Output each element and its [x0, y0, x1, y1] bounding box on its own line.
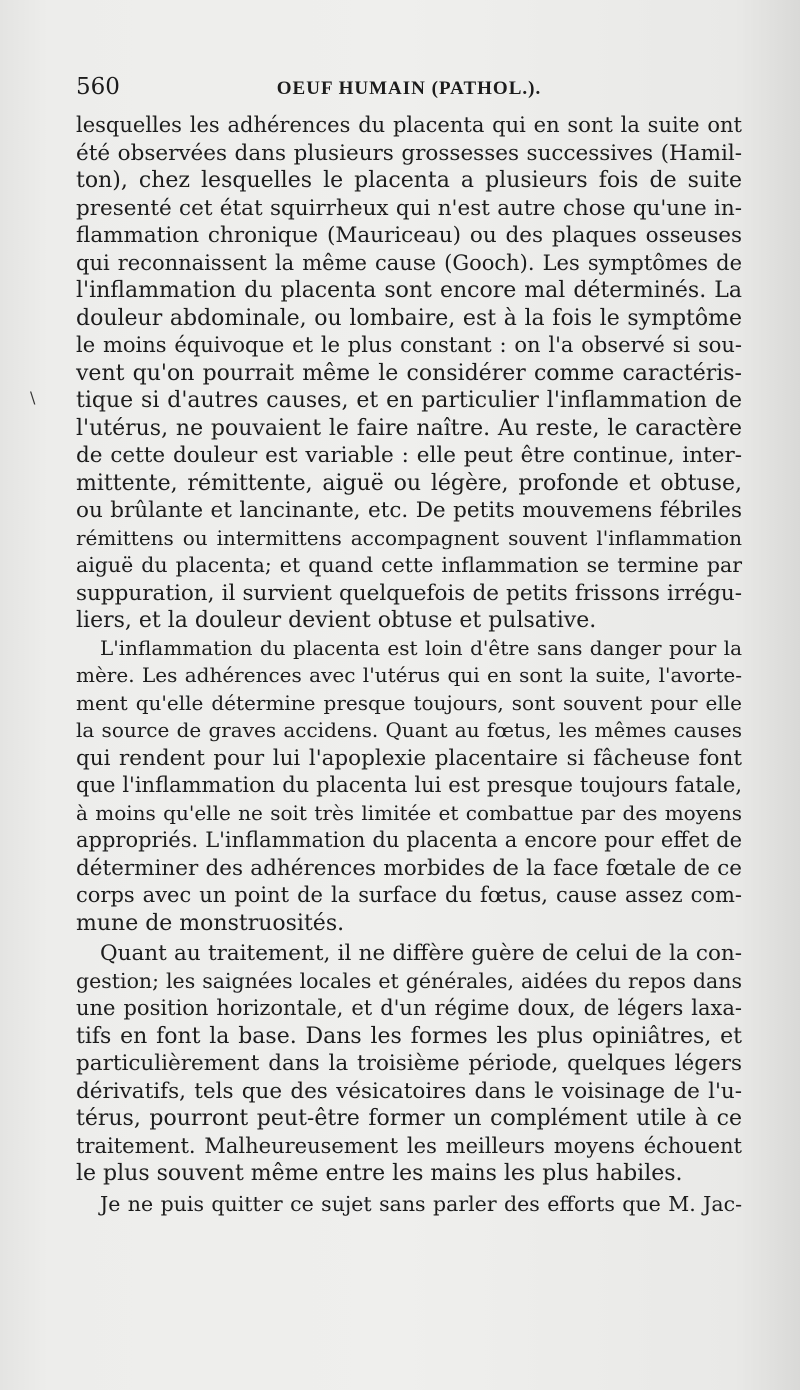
text-line: à moins qu'elle ne soit très limitée et combattue par des moyens — [76, 800, 742, 825]
text-line: traitement. Malheureusement les meilleurs moyens échouent — [76, 1133, 742, 1158]
text-line: flammation chronique (Mauriceau) ou des plaques osseuses — [76, 223, 742, 248]
text-line: dérivatifs, tels que des vésicatoires dans le voisinage de l'u- — [76, 1078, 742, 1104]
paragraph-1 — [76, 112, 742, 635]
text-line: le moins équivoque et le plus constant : on l'a observé si sou- — [76, 333, 742, 357]
text-line: mune de monstruosités. — [76, 910, 345, 936]
running-title: OEUF HUMAIN (PATHOL.). — [276, 78, 542, 99]
text-line: déterminer des adhérences morbides de la face fœtale de ce — [76, 855, 742, 881]
text-line: que l'inflammation du placenta lui est presque toujours fatale, — [76, 773, 742, 797]
text-line: qui reconnaissent la même cause (Gooch). Les symptômes de — [76, 250, 742, 275]
text-line: mère. Les adhérences avec l'utérus qui en sont la suite, l'avorte- — [76, 663, 742, 687]
text-line: Je ne puis quitter ce sujet sans parler des efforts que M. Jac- — [100, 1191, 742, 1216]
text-line: mittente, rémittente, aiguë ou légère, profonde et obtuse, — [76, 470, 742, 496]
text-line: lesquelles les adhérences du placenta qui en sont la suite ont — [76, 113, 742, 137]
text-line: liers, et la douleur devient obtuse et pulsative. — [76, 608, 597, 633]
text-line: tique si d'autres causes, et en particulier l'inflammation de — [76, 388, 742, 413]
text-line: ou brûlante et lancinante, etc. De petits mouvemens fébriles — [76, 498, 742, 523]
text-line: l'utérus, ne pouvaient le faire naître. Au reste, le caractère — [76, 415, 742, 441]
page-number: 560 — [76, 74, 120, 100]
text-line: aiguë du placenta; et quand cette inflammation se termine par — [76, 553, 742, 577]
text-line: térus, pourront peut-être former un complément utile à ce — [76, 1106, 742, 1131]
text-line: de cette douleur est variable : elle peut être continue, inter- — [76, 443, 742, 468]
text-line: été observées dans plusieurs grossesses successives (Hamil- — [76, 140, 742, 166]
text-line: tifs en font la base. Dans les formes les plus opiniâtres, et — [76, 1023, 742, 1049]
text-line: une position horizontale, et d'un régime doux, de légers laxa- — [76, 996, 742, 1020]
paragraph-2 — [76, 635, 742, 938]
margin-mark: \ — [30, 388, 36, 407]
text-line: suppuration, il survient quelquefois de petits frissons irrégu- — [76, 580, 742, 606]
text-line: qui rendent pour lui l'apoplexie placentaire si fâcheuse font — [76, 745, 742, 771]
text-line: presenté cet état squirrheux qui n'est autre chose qu'une in- — [76, 195, 742, 221]
text-line: la source de graves accidens. Quant au fœtus, les mêmes causes — [76, 718, 742, 742]
text-line: le plus souvent même entre les mains les plus habiles. — [76, 1161, 683, 1186]
paragraph-4 — [76, 1191, 742, 1219]
text-line: corps avec un point de la surface du fœtus, cause assez com- — [76, 883, 742, 907]
text-line: l'inflammation du placenta sont encore mal déterminés. La — [76, 278, 742, 303]
text-line: L'inflammation du placenta est loin d'être sans danger pour la — [100, 635, 742, 660]
page-header — [76, 74, 742, 104]
body-text — [76, 112, 742, 1218]
text-line: ment qu'elle détermine presque toujours, sont souvent pour elle — [76, 690, 742, 715]
text-line: particulièrement dans la troisième période, quelques légers — [76, 1051, 742, 1076]
text-line: Quant au traitement, il ne diffère guère de celui de la con- — [100, 941, 742, 966]
text-line: appropriés. L'inflammation du placenta a encore pour effet de — [76, 828, 742, 852]
paragraph-3 — [76, 940, 742, 1188]
text-line: vent qu'on pourrait même le considérer comme caractéris- — [76, 360, 742, 386]
text-line: ton), chez lesquelles le placenta a plusieurs fois de suite — [76, 168, 742, 193]
text-line: rémittens ou intermittens accompagnent souvent l'inflammation — [76, 525, 742, 550]
text-line: douleur abdominale, ou lombaire, est à la fois le symptôme — [76, 305, 742, 331]
text-line: gestion; les saignées locales et générales, aidées du repos dans — [76, 968, 742, 993]
